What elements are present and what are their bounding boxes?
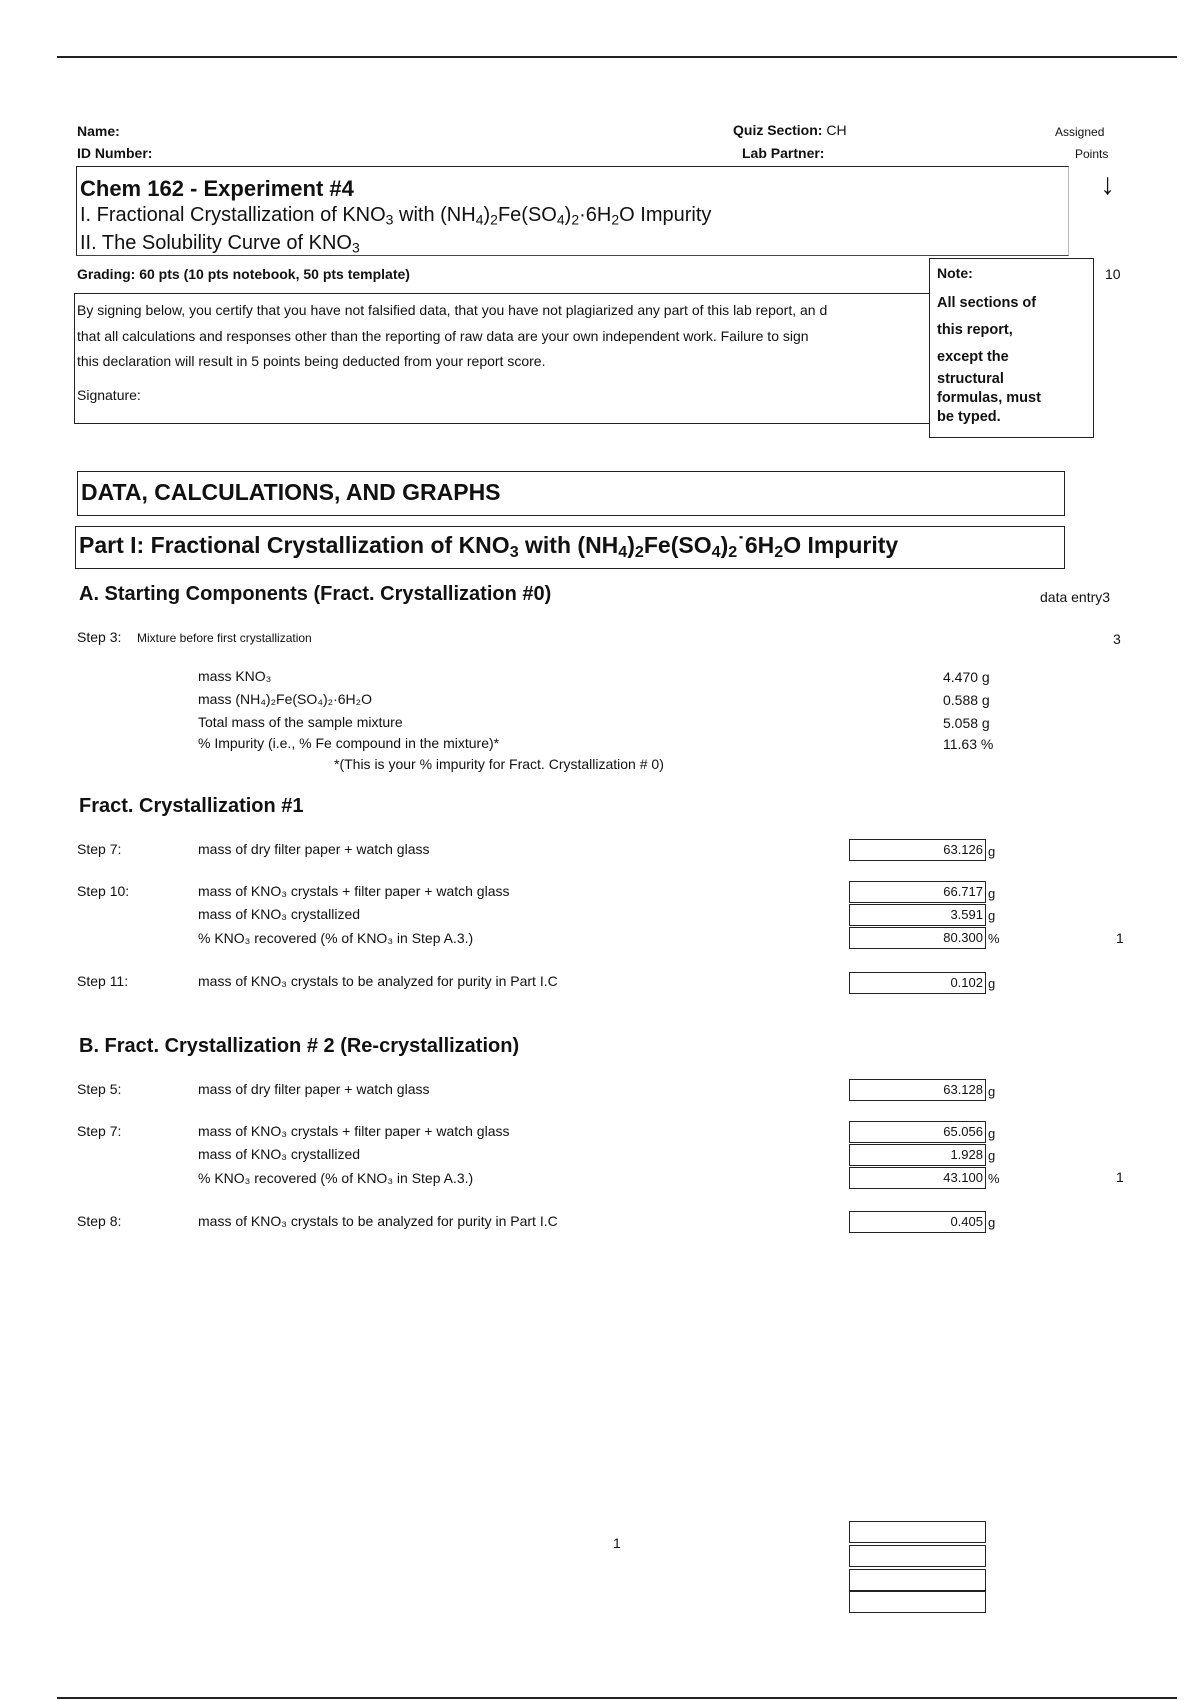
sub: 2 (774, 543, 784, 562)
unit-g: g (988, 1084, 996, 1099)
name-label: Name: (77, 123, 120, 139)
fc1-step11-value[interactable]: 0.102 (849, 972, 986, 994)
quiz-section-label: Quiz Section: (733, 122, 823, 138)
fc1-step7-value[interactable]: 63.126 (849, 839, 986, 861)
sub: 2 (611, 211, 620, 228)
sub: 4 (475, 211, 484, 228)
quiz-section (733, 122, 847, 138)
empty-entry-box[interactable] (849, 1569, 986, 1591)
signature-label: Signature: (77, 387, 141, 403)
sub: 2 (728, 543, 738, 562)
sub: 4 (618, 543, 628, 562)
part1-heading-b: with (NH (518, 532, 619, 558)
lab-partner-label: Lab Partner: (742, 145, 825, 161)
declaration-line-2: that all calculations and responses other than the reporting of raw data are your own independent work. Failure to sign (77, 328, 809, 344)
points-label: Points (1075, 147, 1109, 161)
title-line-1-b: with (NH (393, 204, 476, 226)
id-number-label: ID Number: (77, 145, 153, 161)
data-entry-label: data entry3 (1040, 589, 1111, 605)
note-line: All sections of (937, 295, 1037, 311)
partA-row-label: % Impurity (i.e., % Fe compound in the mixture)* (198, 735, 500, 751)
unit-g: g (988, 886, 996, 901)
title-line-1-d: ·6H (579, 204, 612, 226)
unit-g: g (988, 844, 996, 859)
top-rule (57, 56, 1177, 58)
unit-g: g (988, 1215, 996, 1230)
bottom-rule (57, 1697, 1177, 1699)
fc2-step7-value2[interactable]: 1.928 (849, 1144, 986, 1166)
sub: 3 (509, 543, 519, 562)
note-line: this report, (937, 322, 1013, 338)
fc2-step5-desc: mass of dry filter paper + watch glass (198, 1081, 430, 1097)
sub: 4 (556, 211, 565, 228)
declaration-line-3: this declaration will result in 5 points being deducted from your report score. (77, 353, 546, 369)
title-line-2 (80, 232, 360, 255)
empty-entry-box[interactable] (849, 1545, 986, 1567)
declaration-line-1: By signing below, you certify that you have not falsified data, that you have not plagiarized any part of this lab report, an d (77, 302, 828, 318)
unit-percent: % (988, 931, 1000, 946)
empty-entry-box[interactable] (849, 1591, 986, 1613)
title-line-1: I. Fractional Crystallization of $KNO_3$ with $(NH_4)_2Fe(SO_4)_2\cdot 6H_2O$ Impurity (80, 204, 712, 228)
fc2-step7-desc2: mass of KNO₃ crystallized (198, 1146, 361, 1162)
down-arrow-icon: ↓ (1100, 168, 1115, 201)
note-line: except the (937, 349, 1009, 365)
partA-row-value: 5.058 g (943, 715, 990, 731)
fc2-step5-label: Step 5: (77, 1081, 122, 1097)
fc1-step10-desc3: % KNO₃ recovered (% of KNO₃ in Step A.3.) (198, 930, 474, 946)
fc2-step7-value3[interactable]: 43.100 (849, 1167, 986, 1189)
title-line-1-e: O Impurity (619, 204, 712, 226)
partA-row-value: 4.470 g (943, 669, 990, 685)
sub: 2 (490, 211, 498, 228)
step3-desc: Mixture before first crystallization (137, 631, 312, 645)
partA-row-label: mass (NH₄)₂Fe(SO₄)₂·6H₂O (198, 691, 372, 707)
unit-g: g (988, 1126, 996, 1141)
fc1-step7-desc: mass of dry filter paper + watch glass (198, 841, 430, 857)
sub: 3 (351, 239, 360, 256)
fc1-heading: Fract. Crystallization #1 (79, 795, 304, 817)
fc1-step10-desc1: mass of KNO₃ crystals + filter paper + watch glass (198, 883, 510, 899)
page-number: 1 (613, 1535, 621, 1551)
fc2-step8-value[interactable]: 0.405 (849, 1211, 986, 1233)
fc1-step11-desc: mass of KNO₃ crystals to be analyzed for purity in Part I.C (198, 973, 558, 989)
partA-row-value: 0.588 g (943, 692, 990, 708)
fc2-step7-points: 1 (1116, 1169, 1124, 1185)
fc2-step8-desc: mass of KNO₃ crystals to be analyzed for purity in Part I.C (198, 1213, 558, 1229)
fc2-step7-desc3: % KNO₃ recovered (% of KNO₃ in Step A.3.) (198, 1170, 474, 1186)
step3-points: 3 (1113, 631, 1121, 647)
course-title: Chem 162 - Experiment #4 (80, 176, 354, 201)
empty-entry-box[interactable] (849, 1521, 986, 1543)
section-heading: DATA, CALCULATIONS, AND GRAPHS (81, 479, 501, 505)
title-line-1-a: I. Fractional Crystallization of KNO (80, 204, 386, 226)
fc1-step11-label: Step 11: (77, 973, 129, 989)
fc2-step7-label: Step 7: (77, 1123, 122, 1139)
fc1-step10-value1[interactable]: 66.717 (849, 881, 986, 903)
assigned-label: Assigned (1055, 125, 1105, 139)
fc1-step7-label: Step 7: (77, 841, 122, 857)
partA-row-label: Total mass of the sample mixture (198, 714, 403, 730)
sub: 4 (711, 543, 721, 562)
sub: 2 (571, 211, 580, 228)
unit-g: g (988, 1148, 996, 1163)
note-title: Note: (937, 265, 973, 281)
fc1-step10-value2[interactable]: 3.591 (849, 904, 986, 926)
quiz-section-value: CH (826, 122, 847, 138)
part1-heading: Part I: Fractional Crystallization of $KNO_3$ with $(NH_4)_2Fe(SO_4)_2˙6H_2O$ Impurity (79, 532, 899, 562)
fc1-step10-desc2: mass of KNO₃ crystallized (198, 906, 361, 922)
fc1-step10-label: Step 10: (77, 883, 130, 899)
partA-row-label: mass KNO₃ (198, 668, 272, 684)
sub: 3 (385, 211, 394, 228)
grading-text: Grading: 60 pts (10 pts notebook, 50 pts template) (77, 266, 410, 282)
note-body (937, 290, 1087, 425)
fc2-step8-label: Step 8: (77, 1213, 122, 1229)
fc2-step7-desc1: mass of KNO₃ crystals + filter paper + watch glass (198, 1123, 510, 1139)
sub: 2 (634, 543, 644, 562)
unit-percent: % (988, 1171, 1000, 1186)
title-line-1-c: Fe(SO (497, 204, 557, 226)
grading-points: 10 (1105, 266, 1121, 282)
unit-g: g (988, 908, 996, 923)
fc1-step10-points: 1 (1116, 930, 1124, 946)
fc2-step7-value1[interactable]: 65.056 (849, 1121, 986, 1143)
fc2-heading: B. Fract. Crystallization # 2 (Re-crystallization) (79, 1035, 520, 1057)
note-line: structural (937, 371, 1004, 387)
note-line: be typed. (937, 409, 1001, 425)
part1-heading-c: Fe(SO (643, 532, 712, 558)
part1-heading-d: ˙6H (737, 532, 775, 558)
partA-row-value: 11.63 % (943, 736, 994, 752)
unit-g: g (988, 976, 996, 991)
note-line: formulas, must (937, 390, 1041, 406)
step3-label: Step 3: (77, 629, 122, 645)
fc1-step10-value3[interactable]: 80.300 (849, 927, 986, 949)
partA-footnote: *(This is your % impurity for Fract. Crystallization # 0) (334, 756, 664, 772)
partA-heading: A. Starting Components (Fract. Crystallization #0) (79, 583, 552, 605)
part1-heading-e: O Impurity (783, 532, 899, 558)
fc2-step5-value[interactable]: 63.128 (849, 1079, 986, 1101)
part1-heading-a: Part I: Fractional Crystallization of KNO (79, 532, 510, 558)
title-line-2-a: II. The Solubility Curve of KNO (80, 232, 352, 254)
